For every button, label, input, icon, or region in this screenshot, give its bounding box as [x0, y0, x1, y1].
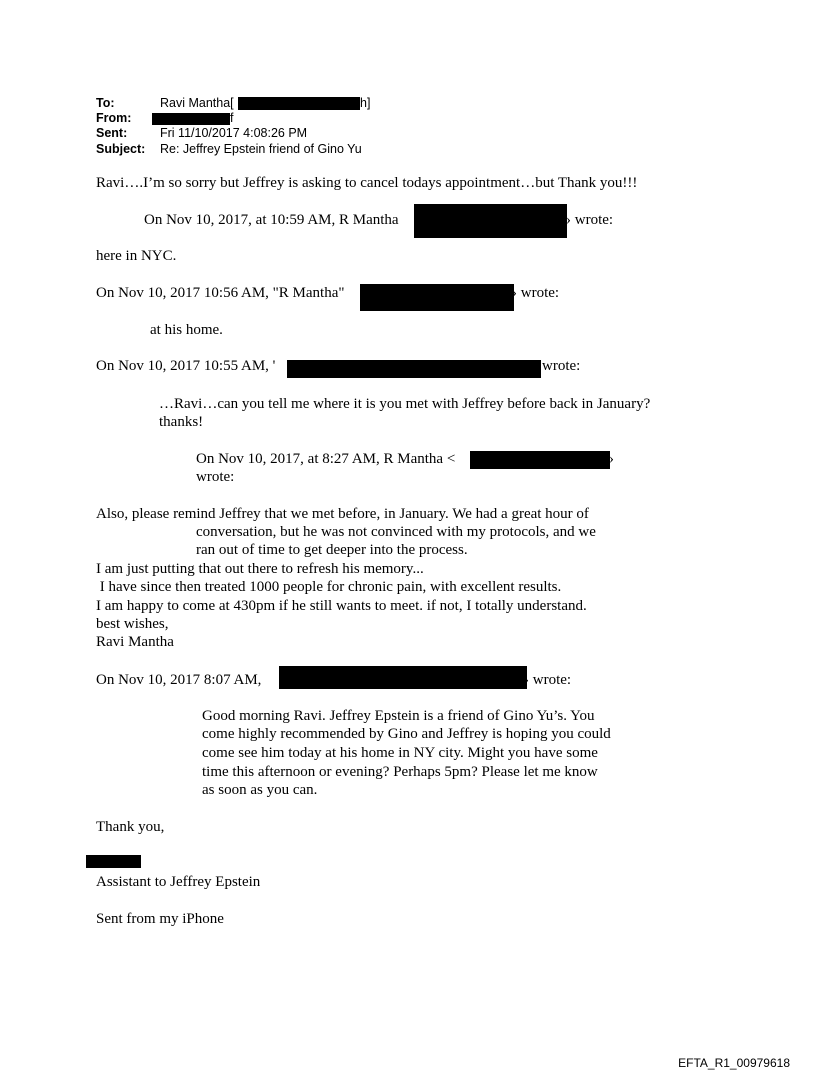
thank-you: Thank you,	[96, 819, 165, 835]
quote4-header-line2: wrote:	[196, 469, 235, 485]
redaction-box	[238, 97, 360, 110]
assistant-line: as soon as you can.	[202, 782, 318, 798]
from-label: From:	[96, 111, 132, 125]
redaction-box	[470, 451, 610, 469]
mantha-line: Ravi Mantha	[96, 634, 174, 650]
quote5-tail: › wrote:	[524, 672, 572, 688]
signature-title: Assistant to Jeffrey Epstein	[96, 874, 261, 890]
quote3-body-line2: thanks!	[159, 414, 204, 430]
quote5-header: On Nov 10, 2017 8:07 AM,	[96, 672, 262, 688]
to-tail: h]	[360, 96, 371, 110]
quote3-body-line1: …Ravi…can you tell me where it is you met with Jeffrey before back in January?	[159, 396, 651, 412]
mantha-line: conversation, but he was not convinced with my protocols, and we	[196, 524, 596, 540]
sent-label: Sent:	[96, 126, 128, 140]
header-from-row	[0, 111, 816, 126]
redaction-box	[279, 666, 527, 689]
subject-label: Subject:	[96, 142, 146, 156]
to-label: To:	[96, 96, 115, 110]
bates-number: EFTA_R1_00979618	[678, 1056, 790, 1070]
mantha-line: Also, please remind Jeffrey that we met before, in January. We had a great hour of	[96, 506, 589, 522]
redaction-box	[360, 284, 514, 311]
mantha-line: ran out of time to get deeper into the process.	[196, 542, 468, 558]
quote2-tail: › wrote:	[512, 285, 560, 301]
reply-message: Ravi….I’m so sorry but Jeffrey is asking to cancel todays appointment…but Thank you!!!	[96, 175, 638, 191]
quote3-header: On Nov 10, 2017 10:55 AM, '	[96, 358, 276, 374]
subject-value: Re: Jeffrey Epstein friend of Gino Yu	[160, 142, 362, 156]
redaction-box	[287, 360, 541, 378]
assistant-line: Good morning Ravi. Jeffrey Epstein is a friend of Gino Yu’s. You	[202, 708, 595, 724]
header-to-row	[0, 96, 816, 111]
header-subject-row	[0, 142, 816, 157]
quote3-tail: wrote:	[542, 358, 581, 374]
quote2-header: On Nov 10, 2017 10:56 AM, "R Mantha"	[96, 285, 345, 301]
assistant-line: come highly recommended by Gino and Jeffrey is hoping you could	[202, 726, 611, 742]
assistant-line: time this afternoon or evening? Perhaps 5pm? Please let me know	[202, 764, 598, 780]
quote1-header: On Nov 10, 2017, at 10:59 AM, R Mantha	[144, 212, 399, 228]
assistant-line: come see him today at his home in NY city. Might you have some	[202, 745, 598, 761]
quote2-body: at his home.	[150, 322, 223, 338]
redaction-box	[86, 855, 141, 868]
quote1-body: here in NYC.	[96, 248, 177, 264]
quote1-tail: › wrote:	[566, 212, 614, 228]
mantha-line: I am just putting that out there to refresh his memory...	[96, 561, 424, 577]
header-sent-row	[0, 126, 816, 141]
mantha-line: I have since then treated 1000 people for chronic pain, with excellent results.	[96, 579, 562, 595]
sent-from: Sent from my iPhone	[96, 911, 224, 927]
redaction-box	[414, 204, 567, 238]
from-tail: f	[230, 111, 234, 125]
redaction-box	[152, 113, 230, 125]
mantha-line: I am happy to come at 430pm if he still wants to meet. if not, I totally understand.	[96, 598, 587, 614]
quote4-header-line1: On Nov 10, 2017, at 8:27 AM, R Mantha <	[196, 451, 456, 467]
quote4-header-tail: ›	[609, 451, 614, 467]
mantha-line: best wishes,	[96, 616, 169, 632]
sent-value: Fri 11/10/2017 4:08:26 PM	[160, 126, 308, 140]
to-value: Ravi Mantha[	[160, 96, 234, 110]
